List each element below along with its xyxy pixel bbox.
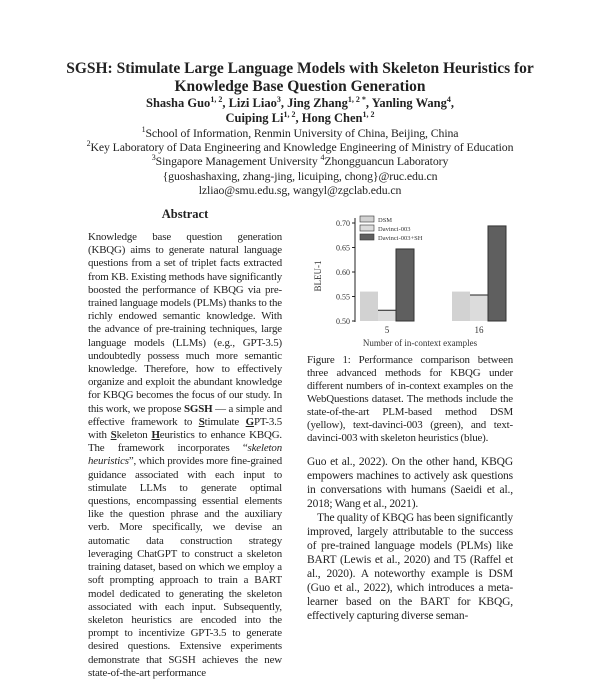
bar-davinci-003-sh: [488, 226, 506, 321]
legend-label: Davinci-003: [378, 226, 411, 234]
affiliations: $^1$School of Information, Renmin University of China, Beijing, China $^2$Key Laboratory of Data Engineering and Knowledge Engineering of Ministry of Education $^3$Singapore Management University $^4$Zhongguancun Laboratory {guoshashaxing, zhang-jing, licuiping, chong}@ruc.edu.cn lzliao@smu.edu.sg, wangyl@zgclab.edu.cn: [0, 126, 600, 197]
author: Yanling Wang: [371, 96, 447, 110]
abstract-heading: Abstract: [161, 207, 209, 222]
y-tick-label: 0.50: [336, 317, 350, 327]
bar-davinci-003: [378, 310, 396, 321]
figure-caption: Figure 1: Performance comparison between three advanced methods for KBQG under different numbers of in-context examples on the WebQuestions dataset. The methods include the state-of-the-art PLM-based method DSM (yellow), text-davinci-003 (green), and text-davinci-003 with skeleton heuristics (blue).: [307, 354, 513, 445]
two-column-body: [0, 206, 600, 680]
y-tick-label: 0.70: [336, 219, 350, 229]
author: Jing Zhang: [287, 96, 348, 110]
author: Cuiping Li: [225, 111, 284, 125]
left-column: [88, 206, 282, 680]
email: lzliao@smu.edu.sg, wangyl@zgclab.edu.cn: [198, 182, 402, 197]
author: Hong Chen: [301, 111, 363, 125]
legend-swatch: [360, 216, 374, 222]
legend-swatch: [360, 234, 374, 240]
x-tick-label: 16: [474, 325, 484, 336]
bar-davinci-003: [470, 295, 488, 321]
bar-davinci-003-sh: [396, 249, 414, 321]
paper-title: SGSH: Stimulate Large Language Models with Skeleton Heuristics for Knowledge Base Question Generation: [66, 60, 534, 95]
bar-chart: [307, 206, 513, 352]
y-tick-label: 0.55: [336, 292, 350, 302]
email: {guoshashaxing, zhang-jing, licuiping, chong}@ruc.edu.cn: [162, 168, 438, 183]
legend-label: DSM: [378, 217, 393, 225]
author: Shasha Guo: [146, 96, 211, 110]
x-tick-label: 5: [384, 325, 390, 336]
legend-label: Davinci-003+SH: [378, 235, 423, 243]
bar-dsm: [452, 292, 470, 321]
legend-swatch: [360, 225, 374, 231]
y-tick-label: 0.65: [336, 243, 350, 253]
intro-body: Guo et al., 2022). On the other hand, KBQG empowers machines to actively ask questions in conversations with humans (Saeidi et al., 2018; Wang et al., 2021). The quality of KBQG has been significantly improved, largely attributable to the success of pre-trained language models (PLMs) like BART (Lewis et al., 2020) and T5 (Raffel et al., 2020). A noteworthy example is DSM (Guo et al., 2022), which introduces a meta-learner based on the BART for KBQG, effectively capturing diverse seman-: [307, 456, 513, 623]
y-tick-label: 0.60: [336, 268, 350, 278]
right-column: [307, 206, 513, 623]
x-axis-label: Number of in-context examples: [362, 338, 478, 349]
abstract-body: Knowledge base question generation (KBQG) aims to generate natural language questions from a set of triplet facts extracted from KB. Existing methods have significantly boosted the performance of KBQG via pre-trained language models (PLMs) thanks to the richly endowed semantic knowledge. With the advance of pre-training techniques, large language models (LLMs) (e.g., GPT-3.5) undoubtedly possess much more semantic knowledge. Therefore, how to effectively organize and exploit the abundant knowledge for KBQG becomes the focus of our study. In this work, we propose SGSH — a simple and effective framework to Stimulate GPT-3.5 with Skeleton Heuristics to enhance KBQG. The framework incorporates “skeleton heuristics”, which provides more fine-grained guidance associated with each input to stimulate LLMs to generate optimal questions, encompassing essential elements like the question phrase and the auxiliary verb. More specifically, we devise an automatic data construction strategy leveraging ChatGPT to construct a skeleton training dataset, based on which we employ a soft prompting approach to train a BART model dedicated to generating the skeleton associated with each input. Subsequently, skeleton heuristics are encoded into the prompt to incentivize GPT-3.5 to generate desired questions. Extensive experiments demonstrate that SGSH achieves the new state-of-the-art performance: [88, 231, 283, 679]
y-axis-label: BLEU-1: [313, 260, 323, 292]
author-list: Shasha Guo$^{1, 2}$, Lizi Liao$^3$, Jing Zhang$^{1, 2 *}$, Yanling Wang$^4$, Cuiping Li$^{1, 2}$, Hong Chen$^{1, 2}$: [146, 94, 454, 125]
author: Lizi Liao: [228, 96, 277, 110]
bar-dsm: [360, 292, 378, 321]
